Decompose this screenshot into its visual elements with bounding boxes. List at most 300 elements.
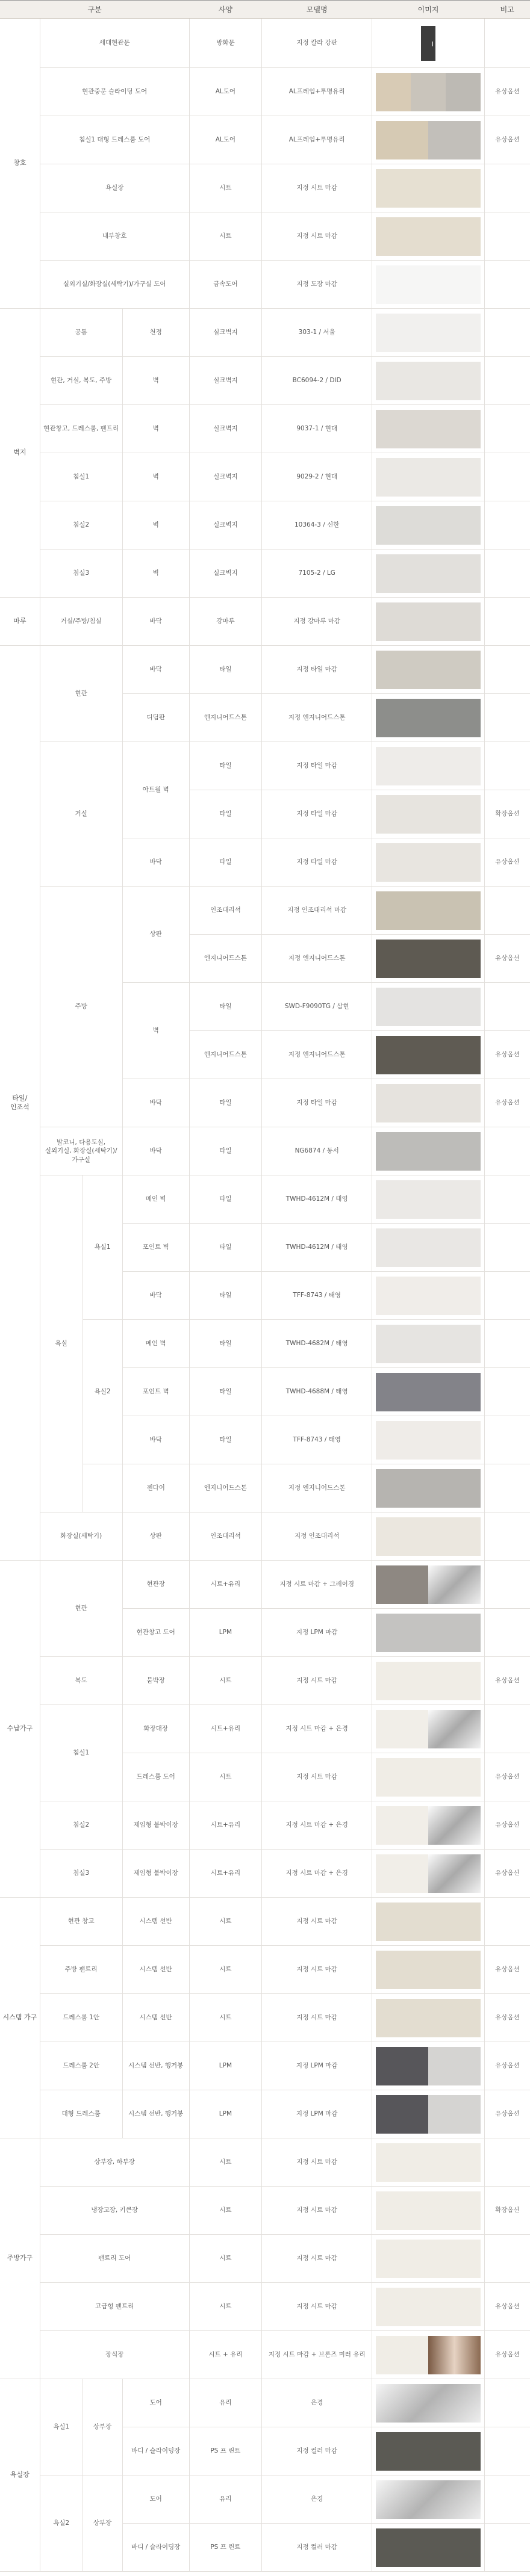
row-model: NG6874 / 동서 (262, 1127, 372, 1175)
row-note (484, 357, 530, 405)
row-part: 제임형 붙박이장 (122, 1850, 189, 1898)
table-row (0, 2475, 530, 2524)
row-item: 상부장, 하부장 (40, 2138, 189, 2187)
table-row (0, 2283, 530, 2331)
row-spec: AL도어 (189, 68, 261, 116)
row-item: 드레스룸 1안 (40, 1994, 122, 2042)
row-item: 침실2 (40, 1801, 122, 1850)
row-note (484, 983, 530, 1031)
door-image (421, 26, 435, 61)
row-item: 복도 (40, 1657, 122, 1705)
row-item: 침실1 (40, 453, 122, 501)
row-spec: 시트 (189, 1946, 261, 1994)
row-subitem: 상부장 (83, 2475, 122, 2572)
row-note: 유상옵션 (484, 1657, 530, 1705)
row-part: 현관창고 도어 (122, 1609, 189, 1657)
row-spec: 엔지니어드스톤 (189, 1464, 261, 1512)
row-part: 시스템 선반, 행거봉 (122, 2090, 189, 2138)
row-note: 유상옵션 (484, 1946, 530, 1994)
row-image (372, 212, 485, 261)
row-spec: 타일 (189, 1368, 261, 1416)
row-spec: 타일 (189, 1416, 261, 1464)
row-spec: 타일 (189, 1175, 261, 1224)
section-wallpaper: 벽지 (0, 309, 40, 598)
table-row (0, 1657, 530, 1705)
row-model: 지정 도장 마감 (262, 261, 372, 309)
table-row (0, 2235, 530, 2283)
row-spec: 타일 (189, 1272, 261, 1320)
row-item: 드레스룸 2안 (40, 2042, 122, 2090)
table-row (0, 1898, 530, 1946)
row-model: BC6094-2 / DID (262, 357, 372, 405)
row-note (484, 598, 530, 646)
header-note: 비고 (484, 1, 530, 19)
row-part: 메인 벽 (122, 1175, 189, 1224)
row-part: 바디 / 슬라이딩장 (122, 2524, 189, 2572)
row-image (372, 164, 485, 212)
row-note (484, 1512, 530, 1561)
row-spec: PS 프 린트 (189, 2427, 261, 2475)
row-item: 발코니, 다용도실, 실외기실, 화장실(세탁기)/가구실 (40, 1127, 122, 1175)
row-note (484, 164, 530, 212)
row-model: 지정 엔지니어드스톤 (262, 1464, 372, 1512)
row-spec: 실크벽지 (189, 550, 261, 598)
row-part: 도어 (122, 2475, 189, 2524)
row-note (484, 887, 530, 935)
row-part: 바닥 (122, 1416, 189, 1464)
section-storage: 수납가구 (0, 1561, 40, 1898)
row-image (372, 550, 485, 598)
row-item: 현관창고, 드레스룸, 팬트리 (40, 405, 122, 453)
row-part: 메인 벽 (122, 1320, 189, 1368)
row-note (484, 19, 530, 68)
row-image (372, 1224, 485, 1272)
row-part: 바닥 (122, 838, 189, 887)
row-model: SWD-F9090TG / 삼현 (262, 983, 372, 1031)
row-part: 바디 / 슬라이딩장 (122, 2427, 189, 2475)
row-part: 벽 (122, 501, 189, 550)
section-door: 창호 (0, 19, 40, 309)
row-model: 지정 칼라 강판 (262, 19, 372, 68)
table-row (0, 212, 530, 261)
row-part: 벽 (122, 983, 189, 1079)
row-spec: 시트+유리 (189, 1850, 261, 1898)
row-note (484, 1416, 530, 1464)
row-image (372, 405, 485, 453)
row-note: 유상옵션 (484, 1753, 530, 1801)
row-spec: 엔지니어드스톤 (189, 694, 261, 742)
table-row (0, 1994, 530, 2042)
row-part: 상판 (122, 1512, 189, 1561)
row-note: 유상옵션 (484, 935, 530, 983)
row-item: 욕실 (40, 1175, 83, 1512)
row-note: 유상옵션 (484, 116, 530, 164)
row-image (372, 887, 485, 935)
row-subitem: 욕실2 (83, 1320, 122, 1464)
row-image (372, 790, 485, 838)
row-part: 벽 (122, 357, 189, 405)
row-item: 현관중문 슬라이딩 도어 (40, 68, 189, 116)
row-model: 지정 시트 마감 + 은경 (262, 1850, 372, 1898)
row-model: 지정 시트 마감 (262, 2138, 372, 2187)
row-item: 공통 (40, 309, 122, 357)
row-item: 현관 (40, 646, 122, 742)
table-row (0, 405, 530, 453)
row-note (484, 2379, 530, 2427)
row-item: 욕실장 (40, 164, 189, 212)
row-image (372, 1464, 485, 1512)
row-part: 제임형 붙박이장 (122, 1801, 189, 1850)
table-row (0, 742, 530, 790)
row-item: 내부창호 (40, 212, 189, 261)
row-image (372, 2187, 485, 2235)
row-model: 지정 타일 마감 (262, 742, 372, 790)
row-image (372, 1368, 485, 1416)
row-image (372, 501, 485, 550)
row-image (372, 1127, 485, 1175)
row-part: 벽 (122, 550, 189, 598)
header-image: 이미지 (372, 1, 485, 19)
row-image (372, 1994, 485, 2042)
row-note (484, 1224, 530, 1272)
row-image (372, 2379, 485, 2427)
row-item: 침실3 (40, 550, 122, 598)
row-spec: 시트+유리 (189, 1705, 261, 1753)
row-image (372, 646, 485, 694)
table-row (0, 1127, 530, 1175)
row-image (372, 1753, 485, 1801)
row-spec: 강마루 (189, 598, 261, 646)
row-image (372, 453, 485, 501)
row-spec: 타일 (189, 1224, 261, 1272)
row-note (484, 1127, 530, 1175)
row-note (484, 2524, 530, 2572)
row-subitem: 욕실1 (83, 1175, 122, 1320)
row-model: 지정 시트 마감 + 그레이경 (262, 1561, 372, 1609)
row-model: 지정 LPM 마감 (262, 2042, 372, 2090)
row-spec: 시트 (189, 2138, 261, 2187)
row-image (372, 2090, 485, 2138)
row-spec: 시트 (189, 2283, 261, 2331)
header-model: 모델명 (262, 1, 372, 19)
row-part: 드레스룸 도어 (122, 1753, 189, 1801)
table-row (0, 1946, 530, 1994)
row-note (484, 1464, 530, 1512)
row-note: 유상옵션 (484, 68, 530, 116)
row-spec: 시트 (189, 1657, 261, 1705)
row-model: 지정 시트 마감 (262, 2187, 372, 2235)
row-model: 지정 시트 마감 (262, 1994, 372, 2042)
table-row (0, 1512, 530, 1561)
row-spec: 실크벽지 (189, 405, 261, 453)
row-model: 지정 시트 마감 (262, 2283, 372, 2331)
row-part: 화장대장 (122, 1705, 189, 1753)
row-note (484, 453, 530, 501)
row-part: 벽 (122, 453, 189, 501)
row-spec: 실크벽지 (189, 357, 261, 405)
row-spec: 시트 (189, 1898, 261, 1946)
row-spec: 시트+유리 (189, 1561, 261, 1609)
row-image (372, 2283, 485, 2331)
row-image (372, 2042, 485, 2090)
row-image (372, 1705, 485, 1753)
row-model: 지정 타일 마감 (262, 790, 372, 838)
row-note (484, 309, 530, 357)
table-row (0, 598, 530, 646)
row-spec: 금속도어 (189, 261, 261, 309)
row-part: 시스템 선반 (122, 1994, 189, 2042)
row-spec: 엔지니어드스톤 (189, 935, 261, 983)
row-item: 세대현관문 (40, 19, 189, 68)
row-model: 10364-3 / 신한 (262, 501, 372, 550)
row-note (484, 2475, 530, 2524)
row-item: 침실1 (40, 1705, 122, 1801)
row-spec: 인조대리석 (189, 1512, 261, 1561)
row-model: 지정 시트 마감 (262, 1753, 372, 1801)
row-item: 냉장고장, 키큰장 (40, 2187, 189, 2235)
row-note (484, 1175, 530, 1224)
row-note (484, 1609, 530, 1657)
row-part: 아트월 벽 (122, 742, 189, 838)
row-model: 지정 LPM 마감 (262, 1609, 372, 1657)
row-model: TWHD-4612M / 태영 (262, 1224, 372, 1272)
row-image (372, 1320, 485, 1368)
row-spec: LPM (189, 2042, 261, 2090)
table-row (0, 357, 530, 405)
row-note (484, 1898, 530, 1946)
row-model: 지정 엔지니어드스톤 (262, 694, 372, 742)
row-note: 확장옵션 (484, 790, 530, 838)
row-part: 현관장 (122, 1561, 189, 1609)
row-model: 지정 시트 마감 (262, 1898, 372, 1946)
row-spec: 타일 (189, 646, 261, 694)
row-spec: 시트 + 유리 (189, 2331, 261, 2379)
row-part: 천정 (122, 309, 189, 357)
row-spec: 타일 (189, 838, 261, 887)
row-part: 바닥 (122, 1079, 189, 1127)
row-spec: 타일 (189, 790, 261, 838)
table-row (0, 2090, 530, 2138)
row-part: 상판 (122, 887, 189, 983)
row-part: 붙박장 (122, 1657, 189, 1705)
row-image (372, 116, 485, 164)
table-row (0, 2138, 530, 2187)
table-row (0, 261, 530, 309)
row-part: 시스템 선반 (122, 1898, 189, 1946)
row-image (372, 2235, 485, 2283)
row-item: 화장실(세탁기) (40, 1512, 122, 1561)
row-item: 현관 (40, 1561, 122, 1657)
row-spec: 엔지니어드스톤 (189, 1031, 261, 1079)
row-note (484, 405, 530, 453)
table-row (0, 1850, 530, 1898)
row-image (372, 983, 485, 1031)
row-subitem: 상부장 (83, 2379, 122, 2475)
row-image (372, 261, 485, 309)
row-part: 바닥 (122, 646, 189, 694)
row-note (484, 261, 530, 309)
row-image (372, 1850, 485, 1898)
row-note (484, 2427, 530, 2475)
row-note: 유상옵션 (484, 1031, 530, 1079)
section-system: 시스템 가구 (0, 1898, 40, 2138)
row-model: 지정 시트 마감 + 브론즈 미러 유리 (262, 2331, 372, 2379)
row-item: 주방 (40, 887, 122, 1127)
row-model: 지정 엔지니어드스톤 (262, 935, 372, 983)
row-spec: AL도어 (189, 116, 261, 164)
row-model: 지정 타일 마감 (262, 1079, 372, 1127)
row-note: 유상옵션 (484, 838, 530, 887)
row-model: AL프레임+투명유리 (262, 116, 372, 164)
row-note: 확장옵션 (484, 2187, 530, 2235)
row-note (484, 742, 530, 790)
row-image (372, 1801, 485, 1850)
row-image (372, 357, 485, 405)
row-model: 지정 타일 마감 (262, 646, 372, 694)
row-item: 침실3 (40, 1850, 122, 1898)
row-item: 장식장 (40, 2331, 189, 2379)
row-part: 포인트 벽 (122, 1368, 189, 1416)
row-part: 도어 (122, 2379, 189, 2427)
row-spec: 유리 (189, 2475, 261, 2524)
row-spec: 시트+유리 (189, 1801, 261, 1850)
row-note: 유상옵션 (484, 1994, 530, 2042)
row-spec: 실크벽지 (189, 501, 261, 550)
row-image (372, 2331, 485, 2379)
row-item: 대형 드레스룸 (40, 2090, 122, 2138)
row-model: TWHD-4688M / 태영 (262, 1368, 372, 1416)
row-image (372, 598, 485, 646)
row-image (372, 1512, 485, 1561)
row-model: 지정 시트 마감 + 은경 (262, 1705, 372, 1753)
row-model: TFF-8743 / 태영 (262, 1272, 372, 1320)
table-row (0, 309, 530, 357)
row-spec: 시트 (189, 2235, 261, 2283)
row-item: 침실2 (40, 501, 122, 550)
row-model: AL프레임+투명유리 (262, 68, 372, 116)
row-spec: 시트 (189, 1994, 261, 2042)
table-row (0, 1561, 530, 1609)
row-item: 실외기실/화장실(세탁기)/가구실 도어 (40, 261, 189, 309)
section-floor: 마루 (0, 598, 40, 646)
row-note (484, 1272, 530, 1320)
row-spec: 시트 (189, 164, 261, 212)
row-image (372, 1657, 485, 1705)
row-model: 303-1 / 서울 (262, 309, 372, 357)
table-row (0, 453, 530, 501)
row-image (372, 1416, 485, 1464)
row-note (484, 2235, 530, 2283)
row-part: 바닥 (122, 1127, 189, 1175)
table-row (0, 2042, 530, 2090)
row-image (372, 1031, 485, 1079)
row-part: 바닥 (122, 598, 189, 646)
row-note: 유상옵션 (484, 1850, 530, 1898)
row-item: 거실 (40, 742, 122, 887)
table-row (0, 2187, 530, 2235)
row-model: TWHD-4612M / 태영 (262, 1175, 372, 1224)
row-note: 유상옵션 (484, 2331, 530, 2379)
row-model: 은경 (262, 2475, 372, 2524)
table-row (0, 1175, 530, 1224)
row-image (372, 1898, 485, 1946)
row-spec: 유리 (189, 2379, 261, 2427)
row-part: 바닥 (122, 1272, 189, 1320)
row-spec: LPM (189, 2090, 261, 2138)
section-kitchen: 주방가구 (0, 2138, 40, 2379)
row-image (372, 2138, 485, 2187)
row-image (372, 2427, 485, 2475)
row-model: 지정 컬러 마감 (262, 2524, 372, 2572)
table-row (0, 68, 530, 116)
row-part: 시스템 선반, 행거봉 (122, 2042, 189, 2090)
table-row (0, 2331, 530, 2379)
row-image (372, 935, 485, 983)
row-item: 팬트리 도어 (40, 2235, 189, 2283)
row-model: TWHD-4682M / 태영 (262, 1320, 372, 1368)
row-image (372, 19, 485, 68)
table-row (0, 116, 530, 164)
section-bath-cabinet: 욕실장 (0, 2379, 40, 2572)
row-spec: 타일 (189, 983, 261, 1031)
row-note: 유상옵션 (484, 2042, 530, 2090)
row-note (484, 550, 530, 598)
row-image (372, 1946, 485, 1994)
row-note (484, 2138, 530, 2187)
row-spec: 시트 (189, 1753, 261, 1801)
row-item: 현관, 거실, 복도, 주방 (40, 357, 122, 405)
row-model: 지정 시트 마감 (262, 164, 372, 212)
row-spec: PS 프 린트 (189, 2524, 261, 2572)
table-row (0, 646, 530, 694)
table-row (0, 164, 530, 212)
row-model: 지정 시트 마감 (262, 212, 372, 261)
row-image (372, 1609, 485, 1657)
table-row (0, 1801, 530, 1850)
row-model: 지정 강마루 마감 (262, 598, 372, 646)
row-image (372, 1079, 485, 1127)
row-spec: 시트 (189, 212, 261, 261)
row-model: TFF-8743 / 태영 (262, 1416, 372, 1464)
row-spec: 타일 (189, 1079, 261, 1127)
row-note (484, 1705, 530, 1753)
row-note (484, 212, 530, 261)
header-category: 구분 (0, 1, 189, 19)
table-row (0, 887, 530, 935)
row-image (372, 1561, 485, 1609)
row-spec: 방화문 (189, 19, 261, 68)
row-image (372, 742, 485, 790)
row-item: 욕실1 (40, 2379, 83, 2475)
row-item: 고급형 팬트리 (40, 2283, 189, 2331)
section-tile: 타일/ 인조석 (0, 646, 40, 1561)
row-image (372, 2524, 485, 2572)
row-note (484, 694, 530, 742)
row-image (372, 309, 485, 357)
row-part: 벽 (122, 405, 189, 453)
row-part: 포인트 벽 (122, 1224, 189, 1272)
row-spec: 실크벽지 (189, 453, 261, 501)
row-note (484, 646, 530, 694)
row-note (484, 501, 530, 550)
table-row (0, 19, 530, 68)
row-image (372, 1175, 485, 1224)
row-model: 지정 시트 마감 (262, 1657, 372, 1705)
row-model: 지정 시트 마감 (262, 2235, 372, 2283)
row-note: 유상옵션 (484, 2090, 530, 2138)
row-model: 9037-1 / 현대 (262, 405, 372, 453)
row-part: 디딤판 (122, 694, 189, 742)
